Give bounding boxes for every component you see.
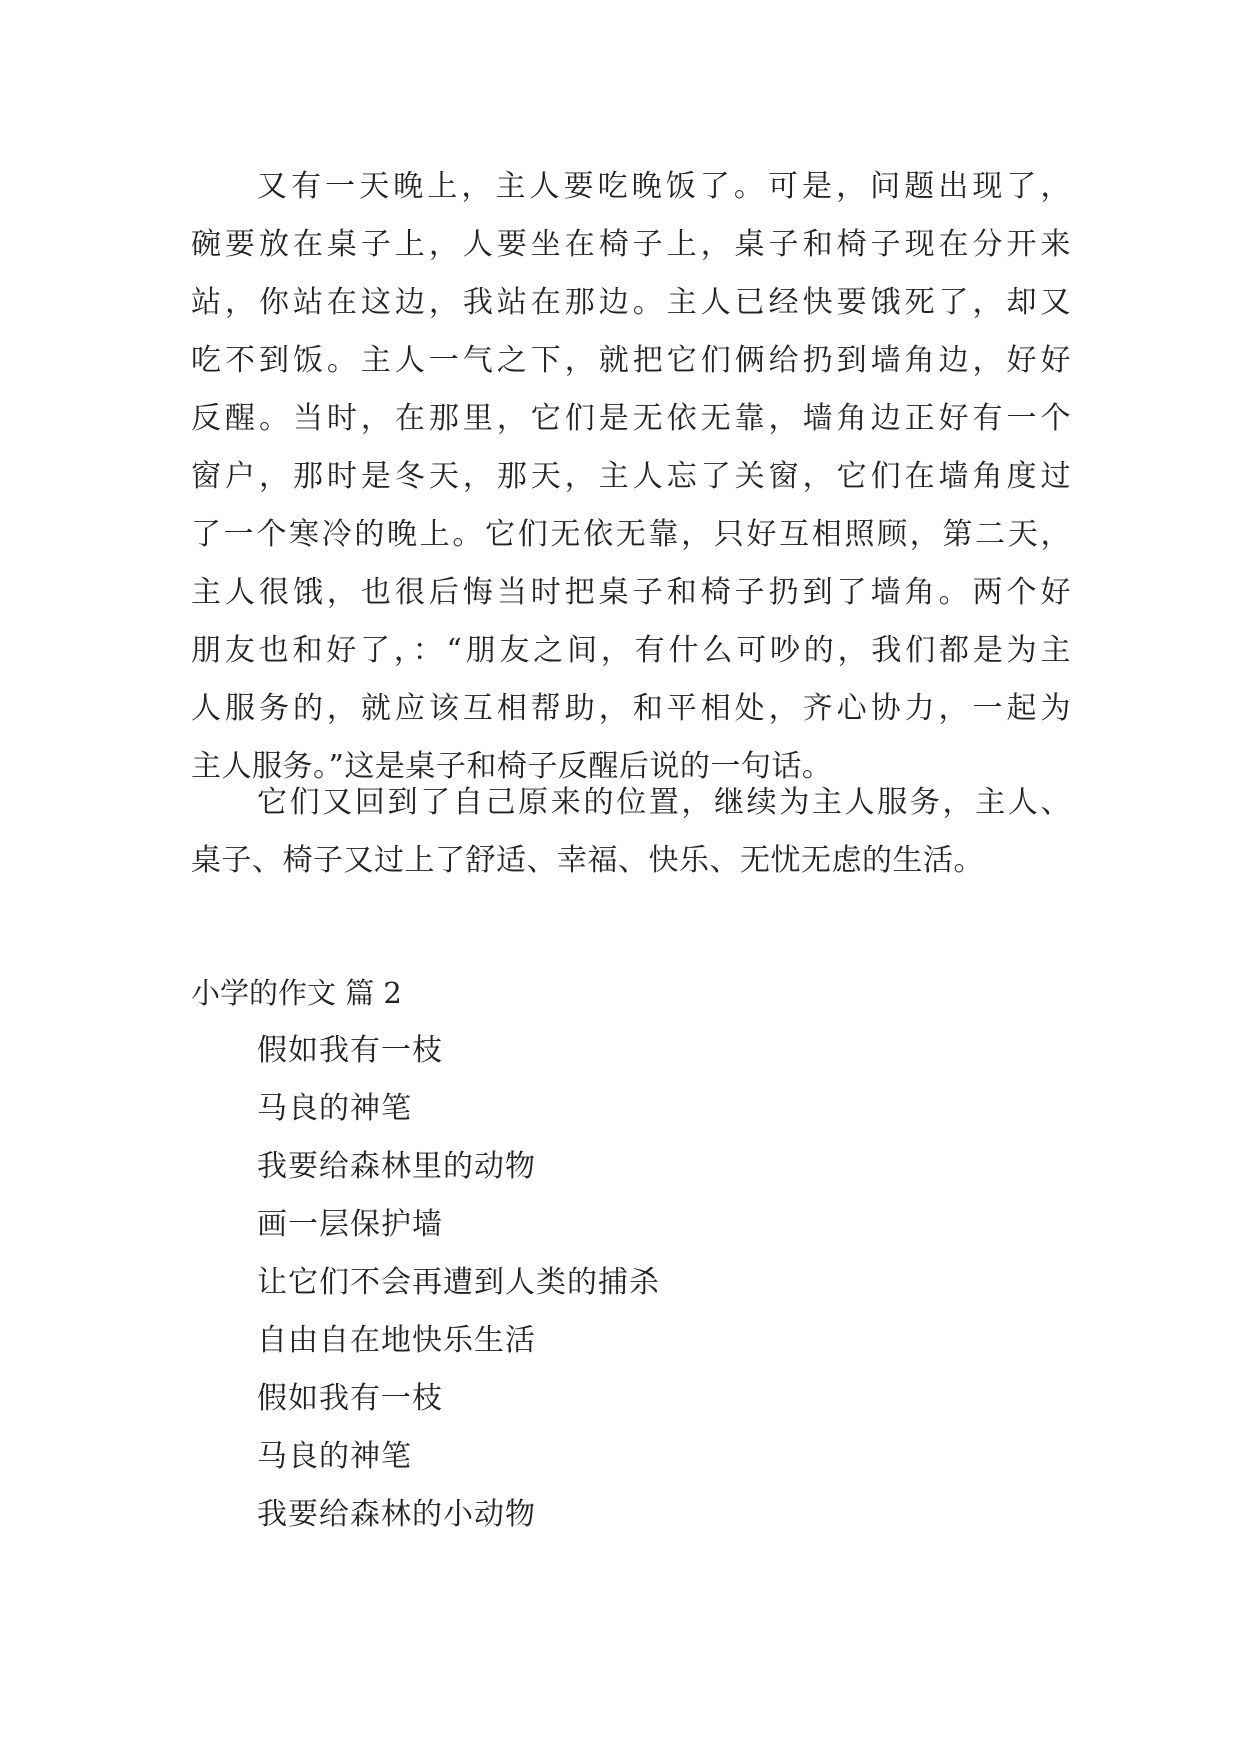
paragraph-line: 碗要放在桌子上，人要坐在椅子上，桌子和椅子现在分开来 [191, 227, 1071, 262]
poem-line: 我要给森林的小动物 [257, 1497, 536, 1532]
paragraph-line: 主人很饿，也很后悔当时把桌子和椅子扔到了墙角。两个好 [191, 575, 1071, 610]
paragraph-line: 了一个寒冷的晚上。它们无依无靠，只好互相照顾，第二天， [191, 517, 1071, 552]
section-heading: 小学的作文 篇 2 [191, 976, 402, 1010]
poem-line: 马良的神笔 [257, 1439, 412, 1474]
poem-block [257, 1022, 1057, 1544]
paragraph-line: 主人服务。”这是桌子和椅子反醒后说的一句话。 [191, 749, 833, 784]
poem-line: 自由自在地快乐生活 [257, 1323, 536, 1358]
poem-line: 马良的神笔 [257, 1091, 412, 1126]
paragraph-line: 朋友也和好了，：“朋友之间，有什么可吵的，我们都是为主 [191, 633, 1071, 668]
poem-line: 画一层保护墙 [257, 1207, 443, 1242]
paragraph-line: 窗户，那时是冬天，那天，主人忘了关窗，它们在墙角度过 [191, 459, 1071, 494]
paragraph-line: 反醒。当时，在那里，它们是无依无靠，墙角边正好有一个 [191, 401, 1071, 436]
paragraph-story-ending [191, 774, 1071, 890]
paragraph-line: 人服务的，就应该互相帮助，和平相处，齐心协力，一起为 [191, 691, 1071, 726]
paragraph-line: 吃不到饭。主人一气之下，就把它们俩给扔到墙角边，好好 [191, 343, 1071, 378]
paragraph-story-part [191, 158, 1071, 796]
poem-line: 我要给森林里的动物 [257, 1149, 536, 1184]
poem-line: 让它们不会再遭到人类的捕杀 [257, 1265, 660, 1300]
paragraph-line: 站，你站在这边，我站在那边。主人已经快要饿死了，却又 [191, 285, 1071, 320]
paragraph-line: 它们又回到了自己原来的位置，继续为主人服务，主人、 [257, 785, 1071, 820]
poem-line: 假如我有一枝 [257, 1381, 443, 1416]
paragraph-line: 又有一天晚上，主人要吃晚饭了。可是，问题出现了， [257, 169, 1071, 204]
poem-line: 假如我有一枝 [257, 1033, 443, 1068]
paragraph-line: 桌子、椅子又过上了舒适、幸福、快乐、无忧无虑的生活。 [191, 843, 984, 878]
